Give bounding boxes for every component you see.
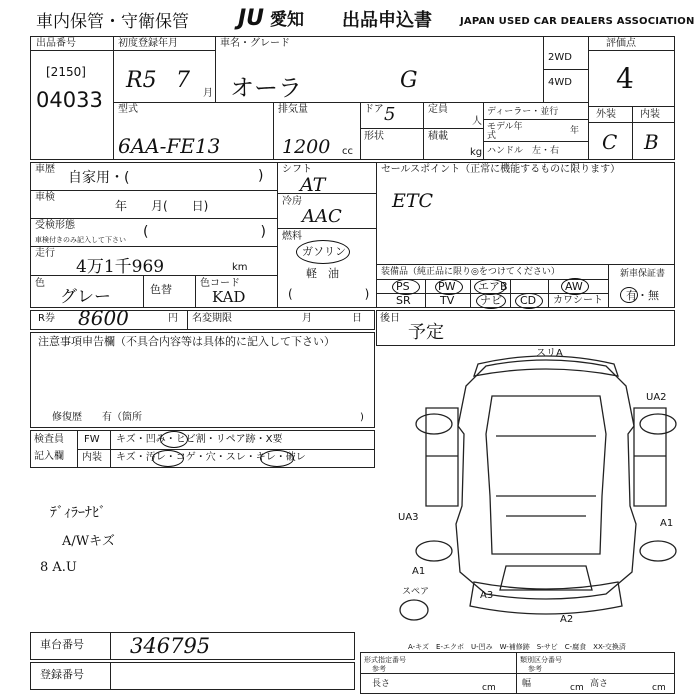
logo-mark: JU <box>238 6 265 31</box>
rating-score: 4 <box>616 62 634 95</box>
spare-label: スペア <box>402 587 430 597</box>
equip-pw: PW <box>438 280 456 293</box>
stain-circle <box>152 450 184 467</box>
drive-2wd: 2WD <box>548 52 572 63</box>
ac-label: 冷房 <box>282 196 302 207</box>
inspector-label-1: 検査員 <box>34 434 64 445</box>
mileage-unit: km <box>232 262 248 273</box>
exterior-grade: C <box>602 130 618 154</box>
designation-ref: 参考 <box>372 665 386 673</box>
equip-aw: AW <box>565 280 583 293</box>
recycle-unit: 円 <box>168 313 178 324</box>
inspector-row1: キズ・凹み・ヒビ割・リペア跡・X要 <box>116 434 283 445</box>
damage-legend: A-キズ E-エクボ U-凹み W-補修跡 S-サビ C-腐食 XX-交換済 <box>408 643 626 651</box>
color-code-label: 色コード <box>200 278 240 289</box>
class-label: 類別区分番号 <box>520 656 562 664</box>
length-label: 長さ <box>372 679 391 689</box>
equip-ps: PS <box>396 280 410 293</box>
height-unit: cm <box>652 683 666 693</box>
rear-note-value: 予定 <box>408 322 444 343</box>
load-label: 積載 <box>428 131 448 142</box>
equip-navi: ナビ <box>480 294 502 307</box>
history-close: ) <box>258 168 264 184</box>
notes-label: 注意事項申告欄（不具合内容等は具体的に記入して下さい） <box>38 335 335 348</box>
lot-label: 出品番号 <box>36 38 76 49</box>
color-change-label: 色替 <box>150 283 172 296</box>
class-ref: 参考 <box>528 665 542 673</box>
fuel-paren: ( ) <box>288 287 370 301</box>
displacement-unit: cc <box>342 146 353 157</box>
equip-cd: CD <box>520 294 537 307</box>
capacity-label: 定員 <box>428 104 448 115</box>
height-label: 高さ <box>590 679 609 689</box>
displacement-label: 排気量 <box>278 104 308 115</box>
equip-ab: エアB <box>478 280 508 293</box>
mileage-label: 走行 <box>35 248 55 259</box>
diagram-mark-7: A1 <box>660 518 674 529</box>
shape-label: 形状 <box>364 131 384 142</box>
warranty-label: 新車保証書 <box>620 269 666 279</box>
equip-tv: TV <box>440 294 455 307</box>
car-grade: G <box>400 68 418 93</box>
sales-point-1: ETC <box>392 190 434 212</box>
registration-label: 初度登録年月 <box>118 38 178 49</box>
handwritten-note-1: ﾃﾞｨﾗｰﾅﾋﾞ <box>50 505 106 521</box>
car-name: オーラ <box>230 74 302 102</box>
width-unit: cm <box>570 683 584 693</box>
dent-circle <box>160 431 188 448</box>
repair-close: ) <box>360 412 364 423</box>
color-value: グレー <box>60 287 111 307</box>
accept-paren: ( ) <box>143 224 266 240</box>
storage-label-box <box>30 10 210 34</box>
inspector-row2: キズ・汚レ・コゲ・穴・スレ・キレ・破レ <box>116 452 306 463</box>
association-name: JAPAN USED CAR DEALERS ASSOCIATION <box>460 16 695 27</box>
year-unit: 年 <box>570 126 580 136</box>
name-change-month: 月 <box>302 313 312 324</box>
capacity-unit: 人 <box>472 116 482 127</box>
handwritten-note-3: 8 A.U <box>40 560 77 575</box>
diagram-mark-3: UA3 <box>398 512 419 523</box>
equip-sr: SR <box>396 294 411 307</box>
registration-month: 7 <box>176 68 190 93</box>
registration-era-year: R5 <box>126 68 157 93</box>
ac-value: AAC <box>302 206 342 227</box>
recycle-label: R券 <box>38 313 55 324</box>
inspection-label: 車検 <box>35 192 55 203</box>
inspector-label-2: 記入欄 <box>34 451 64 462</box>
mileage-value: 4万1千969 <box>76 257 165 277</box>
equip-leather: カワシート <box>553 295 603 306</box>
exterior-label: 外装 <box>596 109 616 120</box>
inspector-row2-head: 内装 <box>82 452 102 463</box>
equip-cd-circle <box>515 293 543 309</box>
warranty-circle <box>620 287 638 303</box>
name-change-day: 日 <box>352 313 362 324</box>
repair-label: 修復歴 有（箇所 <box>52 412 142 423</box>
doc-title: 出品申込書 <box>342 10 432 31</box>
handle-label: ハンドル 左・右 <box>487 146 560 156</box>
model-label: 型式 <box>118 104 138 115</box>
history-value: 自家用・( <box>68 170 130 186</box>
diagram-mark-5: A3 <box>480 590 494 601</box>
fuel-gas-circle <box>296 240 350 264</box>
model-year-label: モデル年式 <box>487 122 523 141</box>
doors-value: 5 <box>384 104 396 125</box>
inspector-row1-head: FW <box>84 434 100 445</box>
car-name-label: 車名・グレード <box>220 38 290 49</box>
rating-label: 評価点 <box>606 38 636 49</box>
diagram-mark-6: A2 <box>560 614 574 625</box>
storage-label: 車内保管・守衛保管 <box>36 12 189 32</box>
fuel-gas: ガソリン <box>302 245 346 258</box>
handwritten-note-2: A/Wキズ <box>62 534 115 549</box>
length-unit: cm <box>482 683 496 693</box>
fuel-diesel: 軽 油 <box>306 267 339 280</box>
model-value: 6AA-FE13 <box>118 134 221 158</box>
equip-aw-circle <box>561 278 589 295</box>
name-change-label: 名変期限 <box>192 313 232 324</box>
scuff-circle <box>260 450 294 467</box>
equip-pw-circle <box>435 279 463 295</box>
doors-label: ドア <box>364 104 384 115</box>
displacement-value: 1200 <box>282 136 331 158</box>
diagram-mark-4: A1 <box>412 566 426 577</box>
chassis-label: 車台番号 <box>40 638 84 651</box>
shift-label: シフト <box>282 164 312 175</box>
diagram-mark-2: UA2 <box>646 392 667 403</box>
rear-note-label: 後日 <box>380 313 400 324</box>
dealer-label: ディーラー・並行 <box>487 107 559 117</box>
lot-sub-number: [2150] <box>46 65 86 79</box>
registration-month-unit: 月 <box>203 88 213 99</box>
color-code: KAD <box>212 288 246 306</box>
interior-grade: B <box>644 130 659 154</box>
sales-points-label: セールスポイント（正常に機能するものに限ります） <box>381 164 621 175</box>
accept-note: 車検付きのみ記入して下さい <box>35 236 126 244</box>
logo-text: 愛知 <box>270 10 304 30</box>
recycle-value: 8600 <box>78 306 129 330</box>
warranty-options: 有・無 <box>626 289 659 302</box>
shift-value: AT <box>300 174 326 196</box>
lot-number: 04033 <box>36 88 103 112</box>
width-label: 幅 <box>522 679 532 689</box>
load-unit: kg <box>470 147 483 158</box>
equip-ps-circle <box>392 279 420 295</box>
interior-label: 内装 <box>640 109 660 120</box>
drive-4wd: 4WD <box>548 77 572 88</box>
color-label: 色 <box>35 278 45 289</box>
history-label: 車歴 <box>35 164 55 175</box>
plate-label: 登録番号 <box>40 668 84 681</box>
equip-navi-circle <box>476 293 506 309</box>
designation-label: 形式指定番号 <box>364 656 406 664</box>
car-damage-diagram <box>396 346 696 636</box>
fuel-label: 燃料 <box>282 231 302 242</box>
equipment-label: 装備品（純正品に限り◎をつけてください） <box>381 267 560 277</box>
inspection-value: 年 月( 日) <box>115 199 209 213</box>
diagram-mark-1: スリA <box>536 348 563 359</box>
chassis-value: 346795 <box>130 634 211 658</box>
accept-label: 受検形態 <box>35 220 75 231</box>
